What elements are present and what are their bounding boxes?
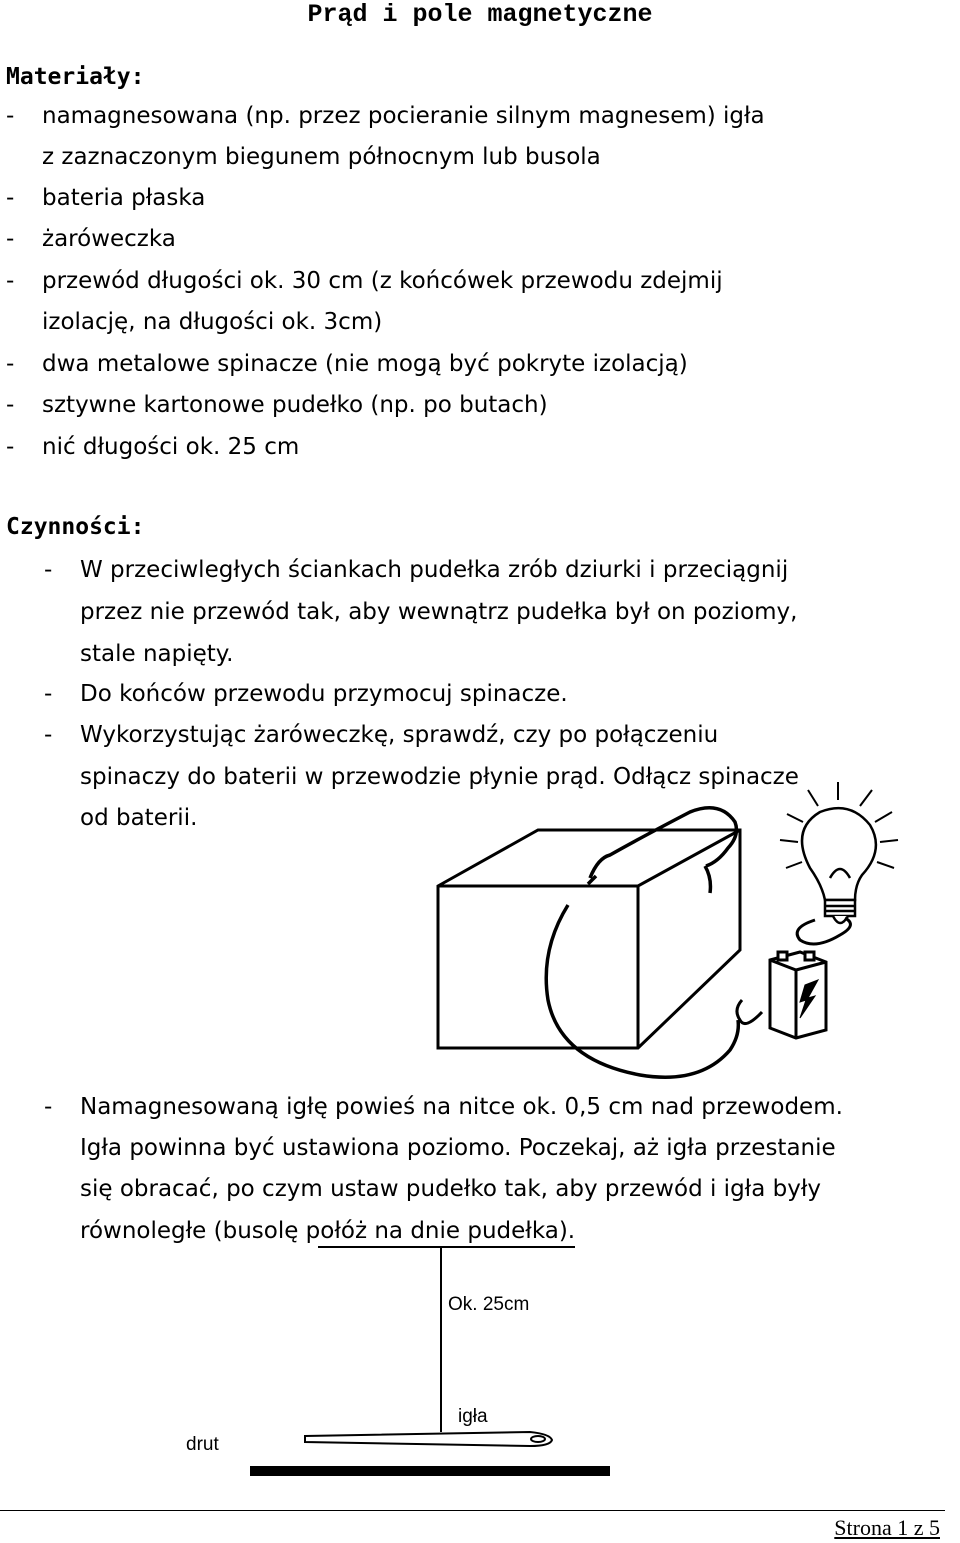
material-line: namagnesowana (np. przez pocieranie silnym magnesem) igła bbox=[42, 103, 765, 129]
page-title: Prąd i pole magnetyczne bbox=[307, 0, 653, 29]
wire-bar bbox=[250, 1466, 610, 1476]
bullet-dash: - bbox=[44, 1094, 53, 1120]
activity-line: spinaczy do baterii w przewodzie płynie prąd. Odłącz spinacze bbox=[80, 764, 799, 790]
bullet-dash: - bbox=[6, 268, 15, 294]
page-number: Strona 1 z 5 bbox=[834, 1515, 940, 1540]
wire-label: drut bbox=[186, 1434, 219, 1455]
activity-line: stale napięty. bbox=[80, 641, 234, 667]
activity-line: równoległe (busolę połóż na dnie pudełka). bbox=[80, 1218, 576, 1244]
bullet-dash: - bbox=[6, 434, 15, 460]
bullet-dash: - bbox=[6, 103, 15, 129]
material-line: żaróweczka bbox=[42, 226, 176, 252]
bullet-dash: - bbox=[6, 392, 15, 418]
materials-heading: Materiały: bbox=[6, 64, 145, 90]
activity-line: Namagnesowaną igłę powieś na nitce ok. 0,5 cm nad przewodem. bbox=[80, 1094, 843, 1120]
activity-line: przez nie przewód tak, aby wewnątrz pudełka był on poziomy, bbox=[80, 599, 798, 625]
activity-line: od baterii. bbox=[80, 805, 198, 831]
material-line: przewód długości ok. 30 cm (z końcówek przewodu zdejmij bbox=[42, 268, 723, 294]
thread-label: Ok. 25cm bbox=[448, 1294, 530, 1315]
material-line: bateria płaska bbox=[42, 185, 206, 211]
footer-divider bbox=[0, 1510, 945, 1511]
needle-icon bbox=[305, 1432, 552, 1446]
material-line: nić długości ok. 25 cm bbox=[42, 434, 300, 460]
material-line: dwa metalowe spinacze (nie mogą być pokryte izolacją) bbox=[42, 351, 688, 377]
activity-line: Igła powinna być ustawiona poziomo. Poczekaj, aż igła przestanie bbox=[80, 1135, 836, 1161]
material-line: z zaznaczonym biegunem północnym lub busola bbox=[42, 144, 601, 170]
activity-line: Wykorzystując żaróweczkę, sprawdź, czy po połączeniu bbox=[80, 722, 719, 748]
bullet-dash: - bbox=[44, 681, 53, 707]
bullet-dash: - bbox=[6, 185, 15, 211]
activity-line: się obracać, po czym ustaw pudełko tak, aby przewód i igła były bbox=[80, 1176, 821, 1202]
bullet-dash: - bbox=[6, 351, 15, 377]
bullet-dash: - bbox=[44, 557, 53, 583]
material-line: sztywne kartonowe pudełko (np. po butach) bbox=[42, 392, 548, 418]
activities-heading: Czynności: bbox=[6, 514, 145, 540]
bullet-dash: - bbox=[6, 226, 15, 252]
activity-line: Do końców przewodu przymocuj spinacze. bbox=[80, 681, 568, 707]
activity-line: W przeciwległych ściankach pudełka zrób dziurki i przeciągnij bbox=[80, 557, 789, 583]
bullet-dash: - bbox=[44, 722, 53, 748]
material-line: izolację, na długości ok. 3cm) bbox=[42, 309, 383, 335]
needle-label: igła bbox=[458, 1406, 488, 1427]
